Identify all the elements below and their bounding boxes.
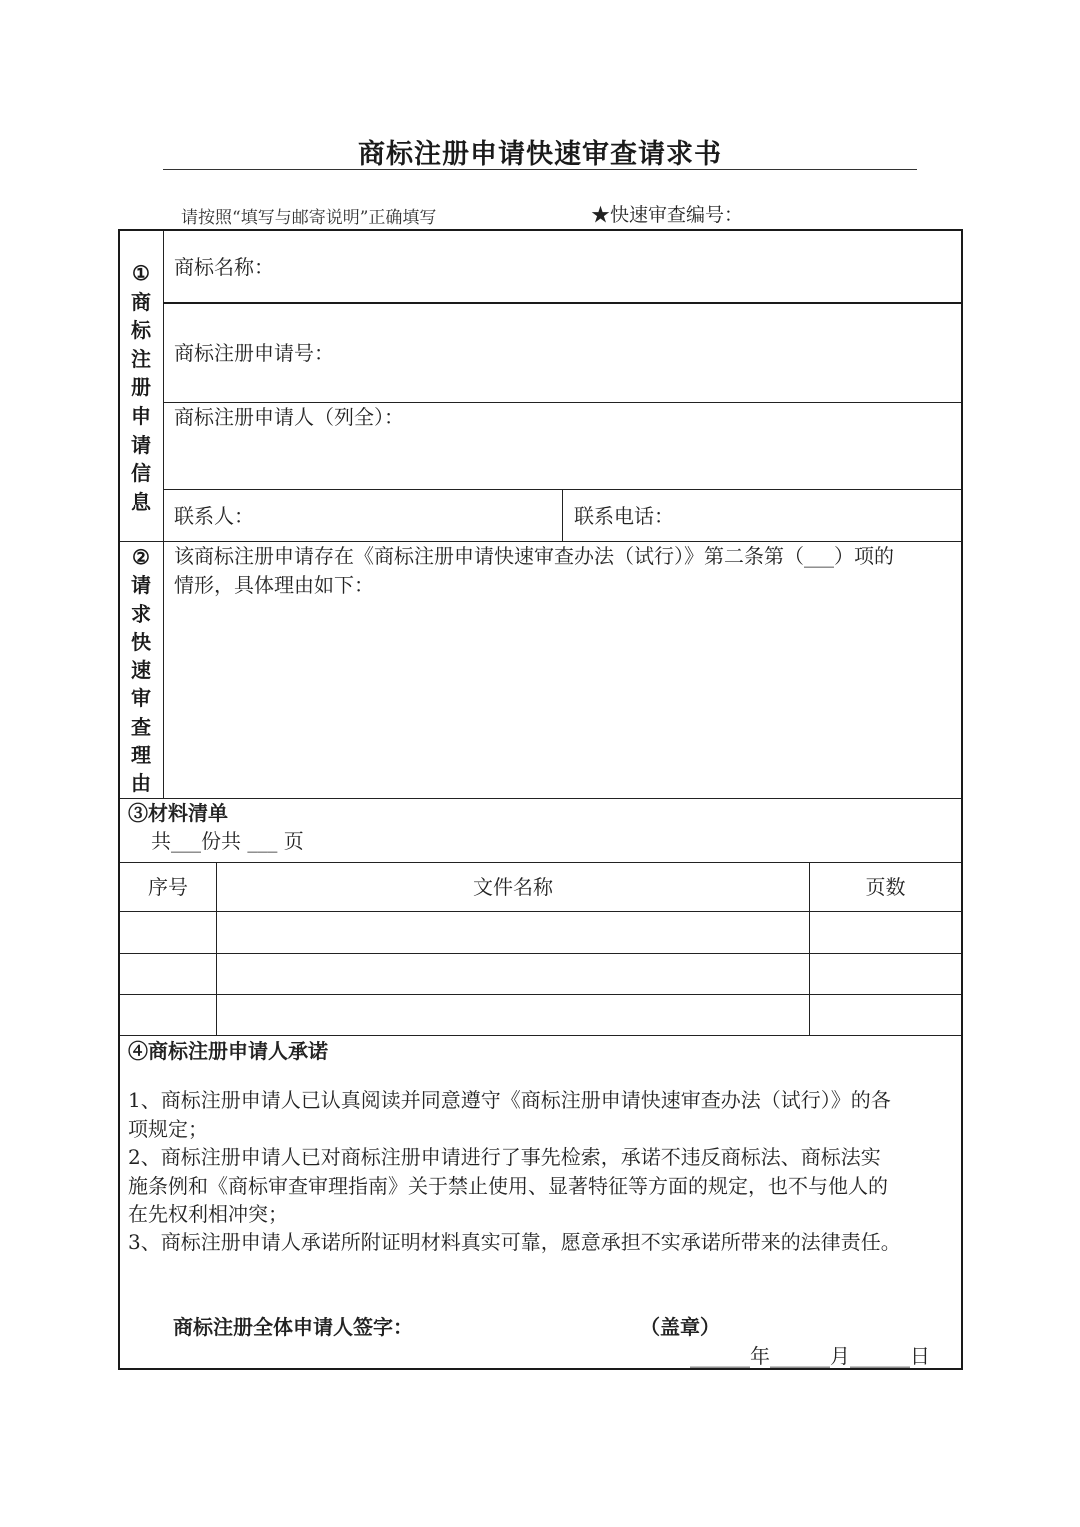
materials-row-line [120, 953, 961, 954]
materials-count-line[interactable]: 共___份共 ___ 页 [151, 829, 304, 853]
reason-line-2[interactable]: 情形，具体理由如下： [174, 573, 374, 597]
seal-label: （盖章） [640, 1315, 720, 1339]
materials-table-bottom [120, 1035, 961, 1036]
title-underline [163, 169, 917, 170]
date-line[interactable]: ______年______月______日 [690, 1344, 930, 1368]
row-divider-name [163, 302, 961, 304]
application-number-field[interactable]: 商标注册申请号： [174, 341, 334, 365]
expedite-number-text: 快速审查编号： [610, 204, 744, 226]
expedite-number-label [591, 200, 743, 227]
materials-table-top [120, 862, 961, 863]
materials-heading: ③材料清单 [128, 801, 228, 825]
applicant-field[interactable]: 商标注册申请人（列全）： [174, 405, 404, 429]
pledge-item-1: 1、商标注册申请人已认真阅读并同意遵守《商标注册申请快速审查办法（试行）》的各 项规定； [128, 1088, 891, 1141]
materials-header-bottom [120, 911, 961, 912]
section1-side-label: ① 商 标 注 册 申 请 信 息 [131, 261, 151, 514]
trademark-name-field[interactable]: 商标名称： [174, 255, 274, 279]
column-header-index: 序号 [148, 875, 188, 899]
column-header-pages: 页数 [865, 875, 906, 899]
pledge-item-3: 3、商标注册申请人承诺所附证明材料真实可靠，愿意承担不实承诺所带来的法律责任。 [128, 1230, 901, 1254]
contact-divider [562, 489, 563, 541]
section2-side-label: ② 请 求 快 速 审 查 理 由 [131, 545, 151, 796]
star-icon: ★ [591, 204, 611, 226]
reason-line-1: 该商标注册申请存在《商标注册申请快速审查办法（试行）》第二条第（___）项的 [174, 544, 894, 568]
materials-row-line [120, 994, 961, 995]
contact-phone-field[interactable]: 联系电话： [574, 504, 674, 528]
section-side-divider [163, 231, 164, 798]
pledge-heading: ④商标注册申请人承诺 [128, 1039, 328, 1063]
column-header-filename: 文件名称 [473, 875, 553, 899]
section2-bottom [120, 798, 961, 799]
pledge-item-2: 2、商标注册申请人已对商标注册申请进行了事先检索，承诺不违反商标法、商标法实 施条例和《商标审查审理指南》关于禁止使用、显著特征等方面的规定，也不与他人的 在先权利相冲突； [128, 1145, 888, 1226]
fill-instruction-note: 请按照“填写与邮寄说明”正确填写 [181, 208, 437, 228]
contact-person-field[interactable]: 联系人： [174, 504, 254, 528]
signature-label[interactable]: 商标注册全体申请人签字： [173, 1315, 413, 1339]
page-title: 商标注册申请快速审查请求书 [358, 139, 722, 170]
